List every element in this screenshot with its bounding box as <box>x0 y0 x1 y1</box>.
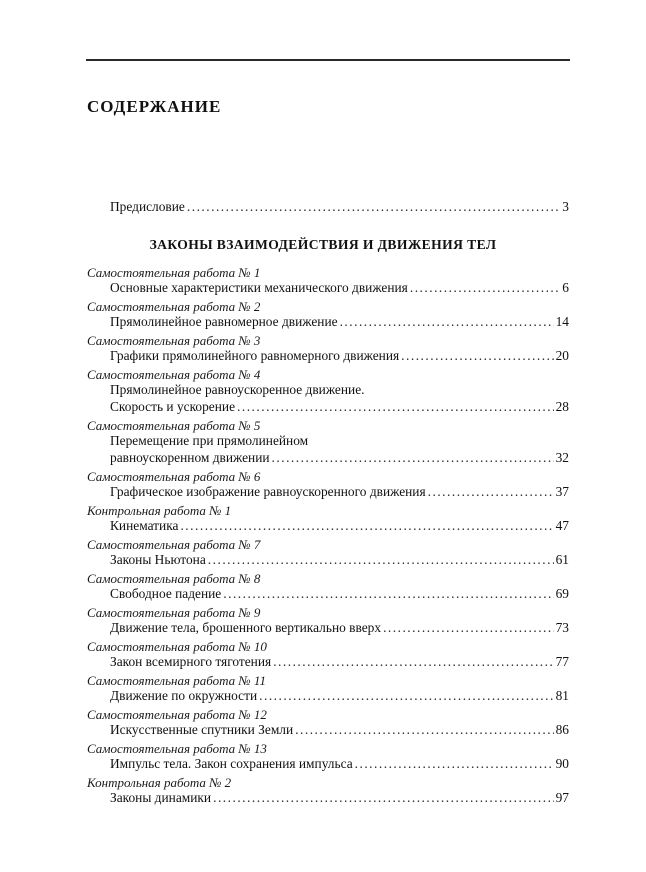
toc-entry[interactable] <box>110 755 569 772</box>
toc-entry-title: Закон всемирного тяготения <box>110 654 272 669</box>
toc-page-number: 69 <box>555 586 569 601</box>
toc-entry-title: Графики прямолинейного равномерного движения <box>110 348 400 363</box>
toc-entry-title: Искусственные спутники Земли <box>110 722 294 737</box>
toc-entry[interactable] <box>110 585 569 602</box>
toc-entry-title: равноускоренном движении <box>110 450 270 465</box>
toc-entry[interactable] <box>110 313 569 330</box>
toc-page-number: 32 <box>555 450 569 465</box>
top-rule <box>86 59 570 61</box>
toc-entry-title: Импульс тела. Закон сохранения импульса <box>110 756 353 771</box>
toc-page-number: 47 <box>555 518 569 533</box>
toc-entry[interactable] <box>110 619 569 636</box>
toc-page-number: 73 <box>555 620 569 635</box>
toc-entry[interactable] <box>110 721 569 738</box>
toc-entry-label: Самостоятельная работа № 8 <box>87 571 261 586</box>
toc-entry-label: Самостоятельная работа № 7 <box>87 537 261 552</box>
toc-entry-title: Свободное падение <box>110 586 222 601</box>
dot-leader <box>428 483 554 500</box>
toc-entry-title: Кинематика <box>110 518 179 533</box>
toc-entry-title: Прямолинейное равномерное движение <box>110 314 338 329</box>
toc-entry[interactable] <box>110 653 569 670</box>
toc-entry[interactable] <box>110 449 569 466</box>
dot-leader <box>401 347 553 364</box>
toc-page-number: 3 <box>562 199 569 214</box>
toc-entry-title: Движение тела, брошенного вертикально вверх <box>110 620 382 635</box>
toc-entry[interactable] <box>110 789 569 806</box>
toc-page-number: 90 <box>555 756 569 771</box>
dot-leader <box>208 551 554 568</box>
toc-entry-title: Законы Ньютона <box>110 552 206 567</box>
toc-entry-title: Основные характеристики механического движения <box>110 280 408 295</box>
dot-leader <box>295 721 553 738</box>
toc-entry-label: Самостоятельная работа № 10 <box>87 639 267 654</box>
toc-entry-label: Самостоятельная работа № 3 <box>87 333 261 348</box>
dot-leader <box>410 279 560 296</box>
toc-entry-label: Самостоятельная работа № 5 <box>87 418 261 433</box>
dot-leader <box>223 585 553 602</box>
toc-page-number: 14 <box>555 314 569 329</box>
dot-leader <box>273 653 553 670</box>
toc-entry-title: Предисловие <box>110 199 185 214</box>
toc-page-number: 61 <box>555 552 569 567</box>
toc-page-number: 6 <box>562 280 569 295</box>
toc-entry-label: Самостоятельная работа № 9 <box>87 605 261 620</box>
dot-leader <box>259 687 553 704</box>
toc-entry-label: Самостоятельная работа № 11 <box>87 673 266 688</box>
dot-leader <box>187 198 560 215</box>
toc-entry-label: Самостоятельная работа № 12 <box>87 707 267 722</box>
dot-leader <box>340 313 554 330</box>
toc-entry-label: Самостоятельная работа № 13 <box>87 741 267 756</box>
toc-entry-label: Самостоятельная работа № 1 <box>87 265 261 280</box>
toc-page-number: 20 <box>555 348 569 363</box>
dot-leader <box>213 789 554 806</box>
dot-leader <box>355 755 554 772</box>
toc-entry-label: Контрольная работа № 2 <box>87 775 232 790</box>
toc-entry[interactable] <box>110 347 569 364</box>
toc-page-number: 81 <box>555 688 569 703</box>
toc-page-number: 37 <box>555 484 569 499</box>
toc-entry[interactable] <box>110 551 569 568</box>
toc-page-number: 77 <box>555 654 569 669</box>
toc-entry[interactable] <box>110 517 569 534</box>
toc-entry[interactable] <box>110 687 569 704</box>
toc-entry-label: Контрольная работа № 1 <box>87 503 232 518</box>
toc-entry-title: Законы динамики <box>110 790 212 805</box>
page-title: СОДЕРЖАНИЕ <box>87 97 222 116</box>
toc-page-number: 86 <box>555 722 569 737</box>
toc-entry-label: Самостоятельная работа № 6 <box>87 469 261 484</box>
dot-leader <box>180 517 553 534</box>
toc-entry-label: Самостоятельная работа № 2 <box>87 299 261 314</box>
section-heading: ЗАКОНЫ ВЗАИМОДЕЙСТВИЯ И ДВИЖЕНИЯ ТЕЛ <box>149 237 497 252</box>
toc-entry[interactable] <box>110 398 569 415</box>
toc-entry-label: Самостоятельная работа № 4 <box>87 367 261 382</box>
toc-page-number: 28 <box>555 399 569 414</box>
toc-entry[interactable] <box>110 483 569 500</box>
toc-entry-title-line: Перемещение при прямолинейном <box>110 433 309 448</box>
dot-leader <box>383 619 554 636</box>
toc-entry-title: Движение по окружности <box>110 688 258 703</box>
dot-leader <box>272 449 554 466</box>
toc-entry-preface[interactable] <box>110 198 569 215</box>
toc-page-number: 97 <box>555 790 569 805</box>
toc-entry-title-line: Прямолинейное равноускоренное движение. <box>110 382 365 397</box>
toc-entry[interactable] <box>110 279 569 296</box>
dot-leader <box>237 398 554 415</box>
toc-entry-title: Скорость и ускорение <box>110 399 236 414</box>
toc-entry-title: Графическое изображение равноускоренного движения <box>110 484 426 499</box>
